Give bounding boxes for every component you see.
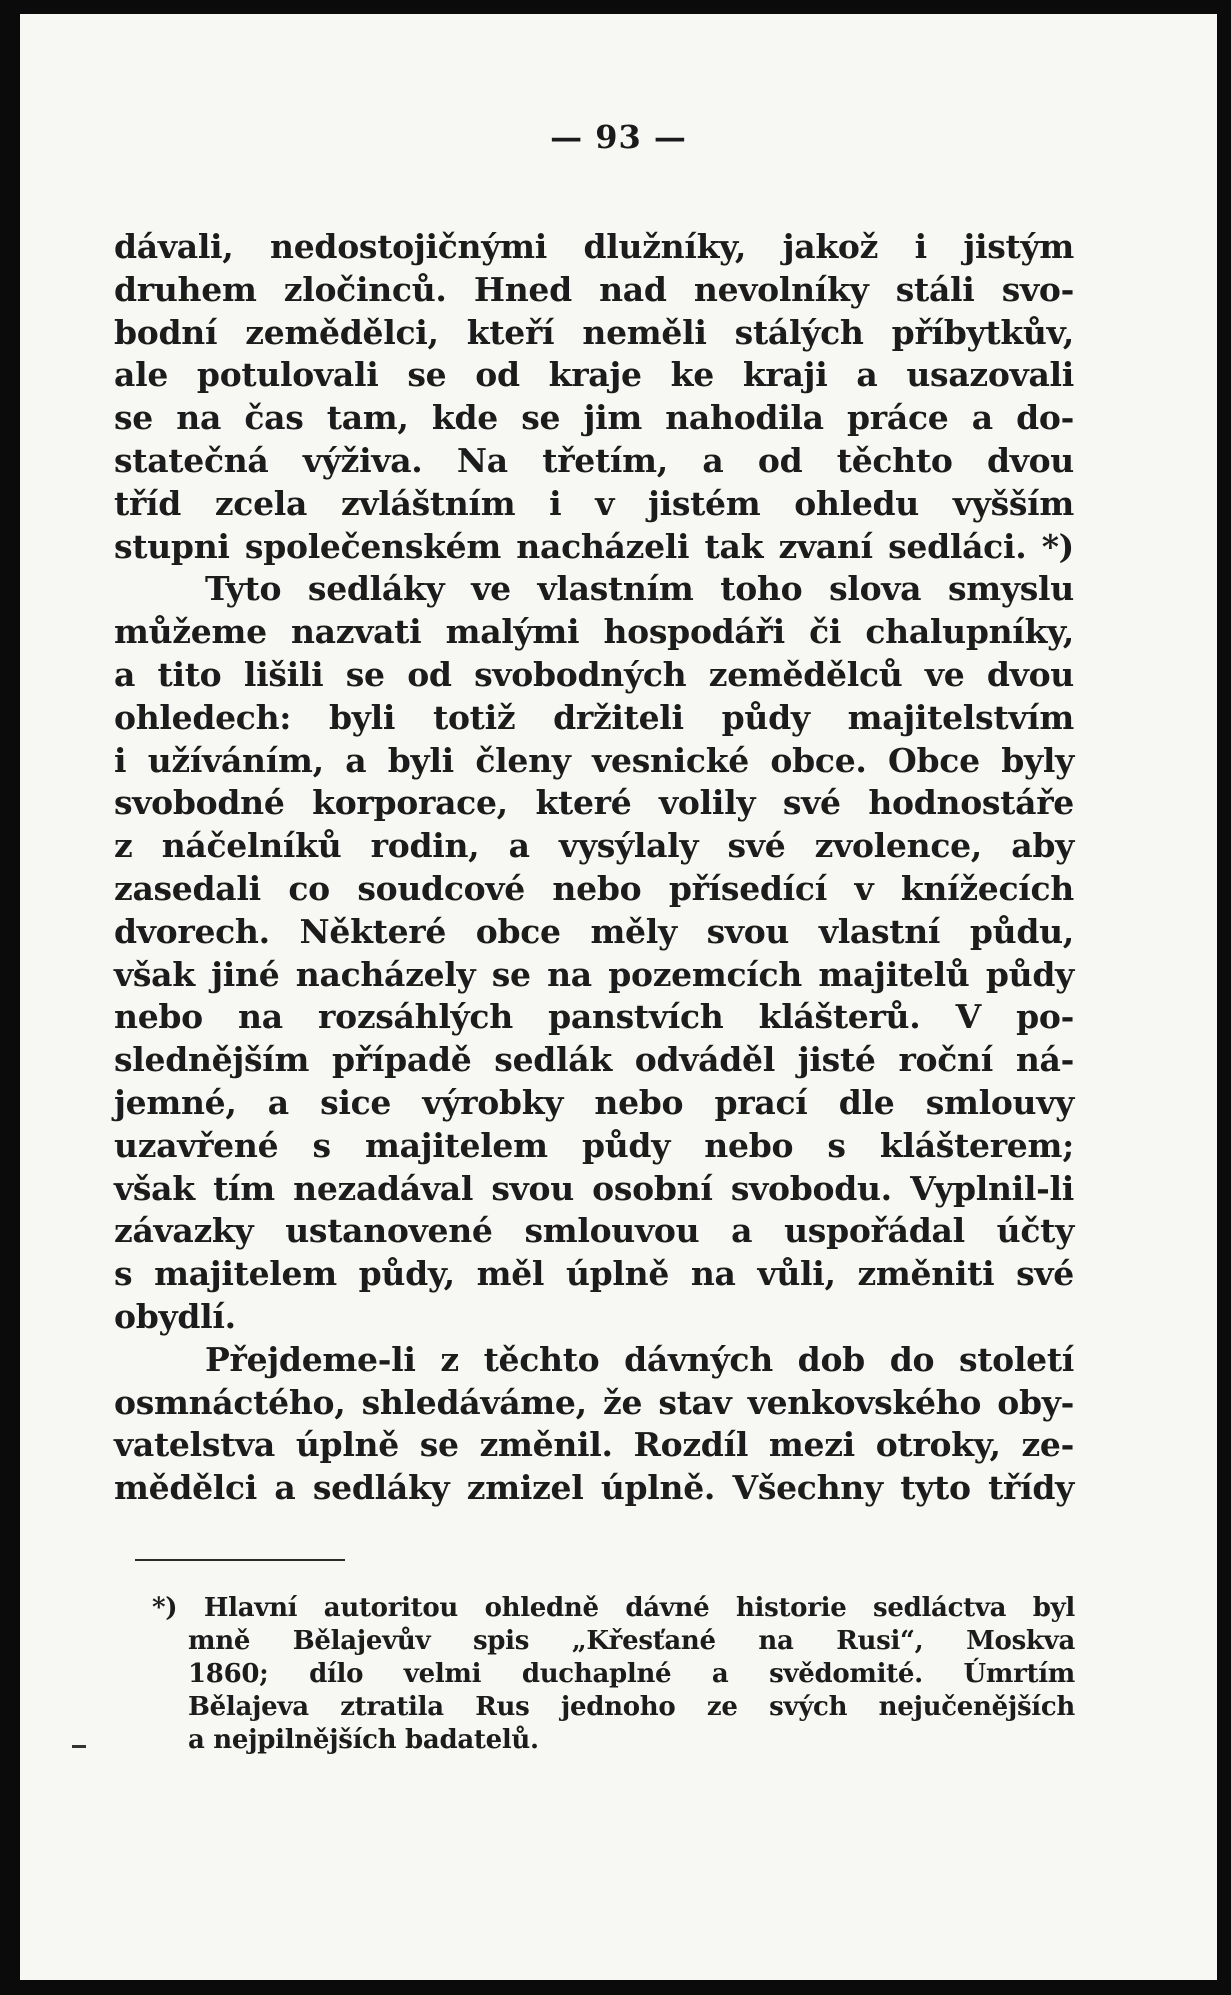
footnote-line: Bělajeva ztratila Rus jednoho ze svých nejučenějších <box>188 1692 1075 1722</box>
text-line: jemné, a sice výrobky nebo prací dle smlouvy <box>114 1082 1074 1122</box>
footnote-marker: *) <box>152 1593 178 1623</box>
text-line: Přejdeme-li z těchto dávných dob do století <box>205 1339 1074 1379</box>
text-line: i užíváním, a byli členy vesnické obce. Obce byly <box>114 740 1074 780</box>
body-text <box>114 226 1074 1510</box>
footnote-divider <box>135 1559 345 1561</box>
margin-mark <box>72 1745 86 1748</box>
text-line: obydlí. <box>114 1296 236 1336</box>
text-line: bodní zemědělci, kteří neměli stálých příbytkův, <box>114 312 1074 352</box>
text-line: Tyto sedláky ve vlastním toho slova smyslu <box>205 569 1074 609</box>
footnote-text: Hlavní autoritou ohledně dávné historie sedláctva byl <box>203 1593 1075 1623</box>
footnote-line: mně Bělajevův spis „Křesťané na Rusi“, Moskva <box>188 1626 1075 1656</box>
footnote-line: a nejpilnějších badatelů. <box>188 1725 539 1755</box>
text-line: dvorech. Některé obce měly svou vlastní půdu, <box>114 911 1074 951</box>
text-line: vatelstva úplně se změnil. Rozdíl mezi otroky, ze- <box>114 1425 1074 1465</box>
text-line: závazky ustanovené smlouvou a uspořádal účty <box>114 1211 1074 1251</box>
text-line: a tito lišili se od svobodných zemědělců ve dvou <box>114 654 1074 694</box>
footnote-line: 1860; dílo velmi duchaplné a svědomité. Úmrtím <box>188 1659 1075 1689</box>
book-page <box>20 14 1217 1980</box>
text-line: z náčelníků rodin, a vysýlaly své zvolence, aby <box>114 826 1074 866</box>
text-line: můžeme nazvati malými hospodáři či chalupníky, <box>114 612 1074 652</box>
text-line: ale potulovali se od kraje ke kraji a usazovali <box>114 355 1074 395</box>
text-line: zasedali co soudcové nebo přísedící v knížecích <box>114 868 1074 908</box>
footnote-line <box>152 1592 1075 1625</box>
text-line: druhem zločinců. Hned nad nevolníky stáli svo- <box>114 269 1074 309</box>
text-line: osmnáctého, shledáváme, že stav venkovského oby- <box>114 1382 1074 1422</box>
text-line: však tím nezadával svou osobní svobodu. Vyplnil-li <box>114 1168 1074 1208</box>
text-line: však jiné nacházely se na pozemcích majitelů půdy <box>114 954 1074 994</box>
text-line: uzavřené s majitelem půdy nebo s klášterem; <box>114 1125 1074 1165</box>
text-line: ohledech: byli totiž držiteli půdy majitelstvím <box>114 697 1074 737</box>
text-line: tříd zcela zvláštním i v jistém ohledu vyšším <box>114 483 1074 523</box>
text-line: se na čas tam, kde se jim nahodila práce a do- <box>114 398 1074 438</box>
text-line: stupni společenském nacházeli tak zvaní sedláci. *) <box>114 526 1074 566</box>
text-line: svobodné korporace, které volily své hodnostáře <box>114 783 1074 823</box>
text-line: statečná výživa. Na třetím, a od těchto dvou <box>114 440 1074 480</box>
text-line: nebo na rozsáhlých panstvích klášterů. V po- <box>114 997 1074 1037</box>
page-number: — 93 — <box>550 118 687 156</box>
text-line: slednějším případě sedlák odváděl jisté roční ná- <box>114 1040 1074 1080</box>
text-line: mědělci a sedláky zmizel úplně. Všechny tyto třídy <box>114 1468 1074 1508</box>
text-line: s majitelem půdy, měl úplně na vůli, změniti své <box>114 1254 1074 1294</box>
text-line: dávali, nedostojičnými dlužníky, jakož i jistým <box>114 227 1074 266</box>
footnote <box>152 1592 1075 1757</box>
